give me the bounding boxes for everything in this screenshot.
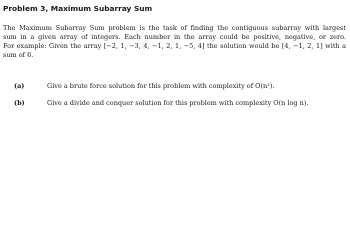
part-a-label: (a) [14,82,25,90]
description-line-4: sum of 6. [3,51,34,59]
problem-document [0,0,350,116]
description-line-3: For example: Given the array [−2, 1, −3, 4, −1, 2, 1, −5, 4] the solution would be [4, −1, 2, 1] with a [3,42,346,50]
problem-description [3,24,346,60]
part-b-label: (b) [14,99,25,107]
description-line-2: sum in a given array of integers. Each number in the array could be positive, negative, or zero. [3,33,346,41]
part-a-text: Give a brute force solution for this problem with complexity of O(n²). [47,82,275,90]
problem-title: Problem 3, Maximum Subarray Sum [3,4,153,13]
part-b-text: Give a divide and conquer solution for this problem with complexity O(n log n). [47,99,309,107]
description-line-1: The Maximum Subarray Sum problem is the task of finding the contiguous subarray with largest [3,24,346,32]
